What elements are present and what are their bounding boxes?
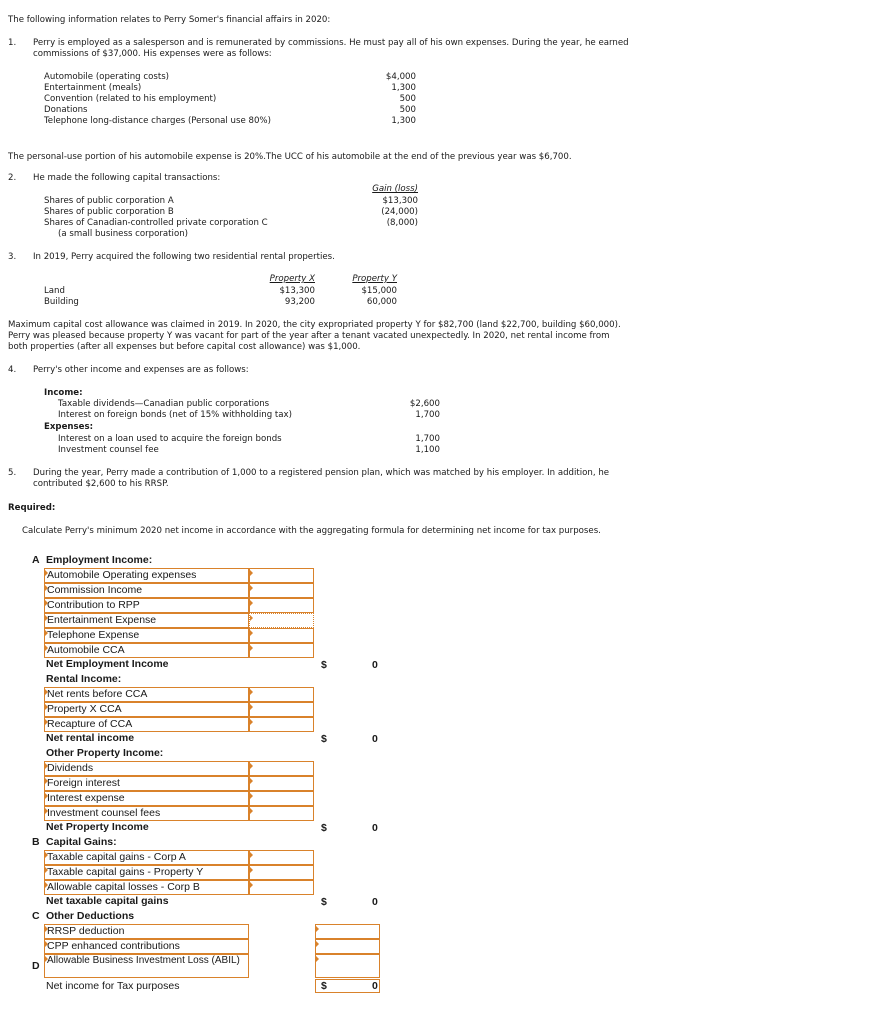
- property-row-label: Interest expense: [44, 791, 249, 806]
- rental-heading: Rental Income:: [46, 673, 122, 685]
- item-number: 3.: [8, 252, 17, 262]
- item-number: 2.: [8, 173, 17, 183]
- employment-row-label: Contribution to RPP: [44, 598, 249, 613]
- capital-row-label: Taxable capital gains - Property Y: [44, 865, 249, 880]
- item4-text: Perry's other income and expenses are as follows:: [33, 365, 249, 375]
- capital-amount-input[interactable]: [249, 865, 314, 880]
- capital-label: Shares of public corporation B: [44, 207, 174, 217]
- item3-paragraph: Maximum capital cost allowance was claimed in 2019. In 2020, the city expropriated property Y for $82,700 (land $22,700, building $60,000). Perry was pleased because property Y was vacant for part of the year after a tenant vacated unexpectedly. In 2020, net rental income from both properties (after all expenses but before capital cost allowance) was $1,000.: [8, 320, 621, 352]
- property-amount-input[interactable]: [249, 776, 314, 791]
- income-heading: Income:: [44, 388, 83, 398]
- capital-amount-input[interactable]: [249, 850, 314, 865]
- expense-label: Automobile (operating costs): [44, 72, 170, 82]
- expense-label: Donations: [44, 105, 88, 115]
- section-letter: B: [32, 836, 40, 848]
- expense-value: 500: [399, 94, 416, 104]
- property-heading: Other Property Income:: [46, 747, 164, 759]
- property-row-label: Investment counsel fees: [44, 806, 249, 821]
- deduction-amount-input[interactable]: [315, 924, 380, 939]
- expense-value: 1,100: [415, 445, 440, 455]
- personal-use-text: The personal-use portion of his automobile expense is 20%.The UCC of his automobile at the end of the previous year was $6,700.: [8, 152, 572, 162]
- currency-symbol: $: [321, 733, 327, 745]
- employment-row-label: Entertainment Expense: [44, 613, 249, 628]
- employment-amount-input[interactable]: [249, 598, 314, 613]
- expenses-heading: Expenses:: [44, 422, 94, 432]
- net-capital-value: 0: [372, 896, 378, 908]
- item-number: 5.: [8, 468, 17, 478]
- income-label: Taxable dividends—Canadian public corporations: [58, 399, 270, 409]
- net-employment-value: 0: [372, 659, 378, 671]
- net-employment-label: Net Employment Income: [46, 658, 169, 670]
- income-value: $2,600: [409, 399, 440, 409]
- property-y-value: 60,000: [366, 297, 397, 307]
- capital-value: (8,000): [386, 218, 418, 228]
- net-rental-value: 0: [372, 733, 378, 745]
- item2-text: He made the following capital transactions:: [33, 173, 221, 183]
- property-y-value: $15,000: [361, 286, 397, 296]
- property-amount-input[interactable]: [249, 791, 314, 806]
- property-label: Land: [44, 286, 65, 296]
- property-amount-input[interactable]: [249, 761, 314, 776]
- employment-row-label: Automobile CCA: [44, 643, 249, 658]
- expense-label: Investment counsel fee: [58, 445, 159, 455]
- item-number: 1.: [8, 38, 17, 48]
- employment-heading: Employment Income:: [46, 554, 153, 566]
- deduction-amount-input[interactable]: [315, 939, 380, 954]
- expense-value: 1,300: [391, 83, 416, 93]
- capital-note: (a small business corporation): [58, 229, 189, 239]
- required-heading: Required:: [8, 503, 56, 513]
- intro-text: The following information relates to Perry Somer's financial affairs in 2020:: [8, 15, 331, 25]
- rental-amount-input[interactable]: [249, 702, 314, 717]
- property-y-header: Property Y: [352, 274, 397, 284]
- income-label: Interest on foreign bonds (net of 15% withholding tax): [58, 410, 292, 420]
- deduction-amount-input[interactable]: [315, 954, 380, 978]
- property-row-label: Foreign interest: [44, 776, 249, 791]
- other-deductions-heading: Other Deductions: [46, 910, 135, 922]
- capital-label: Shares of Canadian-controlled private corporation C: [44, 218, 268, 228]
- capital-value: (24,000): [381, 207, 418, 217]
- expense-label: Interest on a loan used to acquire the foreign bonds: [58, 434, 282, 444]
- expense-label: Convention (related to his employment): [44, 94, 217, 104]
- rental-row-label: Net rents before CCA: [44, 687, 249, 702]
- expense-label: Entertainment (meals): [44, 83, 142, 93]
- item-number: 4.: [8, 365, 17, 375]
- expense-value: 1,300: [391, 116, 416, 126]
- deduction-row-label: CPP enhanced contributions: [44, 939, 249, 954]
- property-x-value: 93,200: [284, 297, 315, 307]
- property-row-label: Dividends: [44, 761, 249, 776]
- capital-row-label: Taxable capital gains - Corp A: [44, 850, 249, 865]
- currency-symbol: $: [321, 659, 327, 671]
- employment-amount-input[interactable]: [249, 568, 314, 583]
- capital-label: Shares of public corporation A: [44, 196, 174, 206]
- currency-symbol: $: [321, 822, 327, 834]
- currency-symbol: $: [321, 896, 327, 908]
- employment-amount-input[interactable]: [249, 613, 314, 628]
- expense-value: 500: [399, 105, 416, 115]
- property-x-header: Property X: [269, 274, 315, 284]
- rental-row-label: Property X CCA: [44, 702, 249, 717]
- expense-value: 1,700: [415, 434, 440, 444]
- property-amount-input[interactable]: [249, 806, 314, 821]
- rental-row-label: Recapture of CCA: [44, 717, 249, 732]
- deduction-row-label: RRSP deduction: [44, 924, 249, 939]
- employment-row-label: Automobile Operating expenses: [44, 568, 249, 583]
- net-income-value: 0: [372, 980, 378, 992]
- employment-amount-input[interactable]: [249, 583, 314, 598]
- section-letter: C: [32, 910, 40, 922]
- property-x-value: $13,300: [279, 286, 315, 296]
- net-rental-label: Net rental income: [46, 732, 135, 744]
- item3-text: In 2019, Perry acquired the following two residential rental properties.: [33, 252, 335, 262]
- net-property-label: Net Property Income: [46, 821, 149, 833]
- currency-symbol: $: [321, 980, 327, 992]
- net-property-value: 0: [372, 822, 378, 834]
- capital-row-label: Allowable capital losses - Corp B: [44, 880, 249, 895]
- expense-value: $4,000: [385, 72, 416, 82]
- required-text: Calculate Perry's minimum 2020 net income in accordance with the aggregating formula for determining net income for tax purposes.: [22, 526, 601, 536]
- property-label: Building: [44, 297, 79, 307]
- net-capital-label: Net taxable capital gains: [46, 895, 169, 907]
- employment-amount-input[interactable]: [249, 643, 314, 658]
- capital-amount-input[interactable]: [249, 880, 314, 895]
- item5-text: During the year, Perry made a contribution of 1,000 to a registered pension plan, which was matched by his employer. In addition, he contributed $2,600 to his RRSP.: [33, 468, 610, 489]
- item1-text: Perry is employed as a salesperson and is remunerated by commissions. He must pay all of his own expenses. During the year, he earned commissions of $37,000. His expenses were as follows:: [33, 38, 629, 59]
- capital-value: $13,300: [382, 196, 418, 206]
- rental-amount-input[interactable]: [249, 717, 314, 732]
- section-letter: A: [32, 554, 40, 566]
- net-income-label: Net income for Tax purposes: [46, 980, 180, 992]
- deduction-row-label: Allowable Business Investment Loss (ABIL): [44, 954, 249, 978]
- income-value: 1,700: [415, 410, 440, 420]
- capital-heading: Capital Gains:: [46, 836, 117, 848]
- employment-row-label: Telephone Expense: [44, 628, 249, 643]
- expense-label: Telephone long-distance charges (Personal use 80%): [44, 116, 271, 126]
- gain-loss-header: Gain (loss): [372, 184, 418, 194]
- rental-amount-input[interactable]: [249, 687, 314, 702]
- employment-row-label: Commission Income: [44, 583, 249, 598]
- section-letter: D: [32, 960, 40, 972]
- employment-amount-input[interactable]: [249, 628, 314, 643]
